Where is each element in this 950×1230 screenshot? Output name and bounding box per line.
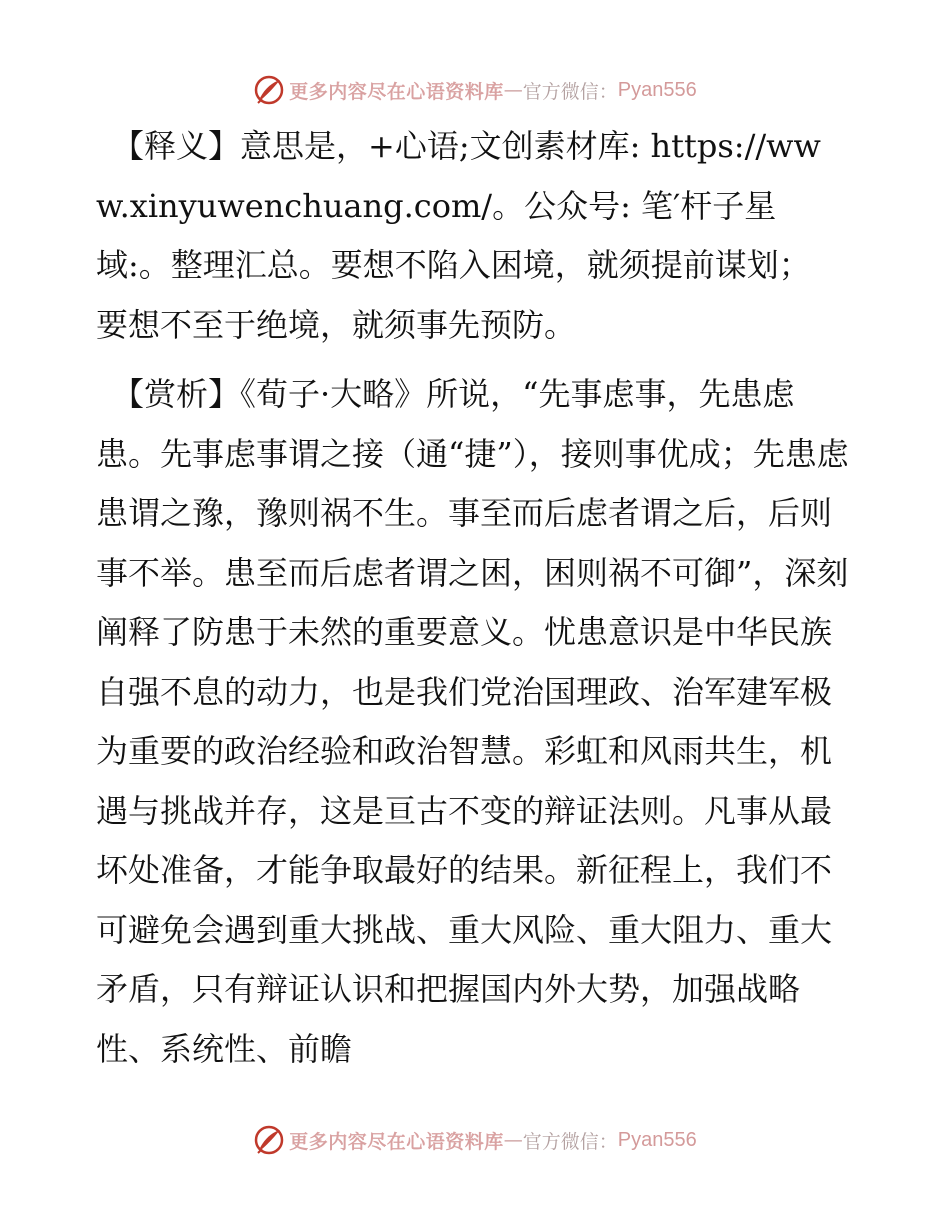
feather-pen-logo-icon	[253, 1124, 285, 1156]
banner-wechat-label: 官方微信	[522, 80, 599, 103]
footer-banner	[0, 1120, 950, 1160]
feather-pen-logo-icon	[253, 74, 285, 106]
banner-title: 更多内容尽在心语资料库	[289, 80, 504, 103]
paragraph-analysis: 【赏析】《荀子·大略》所说，“先事虑事，先患虑患。先事虑事谓之接（通“捷”），接则事优成；先患虑患谓之豫，豫则祸不生。事至而后虑者谓之后，后则事不举。患至而后虑者谓之困，困则祸不可御”，深刻阐释了防患于未然的重要意义。忧患意识是中华民族自强不息的动力，也是我们党治国理政、治军建军极为重要的政治经验和政治智慧。彩虹和风雨共生，机遇与挑战并存，这是亘古不变的辩证法则。凡事从最坏处准备，才能争取最好的结果。新征程上，我们不可避免会遇到重大挑战、重大风险、重大阻力、重大矛盾，只有辩证认识和把握国内外大势，加强战略性、系统性、前瞻	[96, 375, 849, 1068]
footer-banner-wechat-label: 官方微信	[522, 1130, 599, 1153]
banner-wechat-id: Pyan556	[617, 78, 697, 101]
paragraph-definition: 【释义】意思是，+心语;文创素材库: https://www.xinyuwenchuang.com/。公众号: 笔′杆子星域:。整理汇总。要想不陷入困境，就须提前谋划；要想不至于绝境，就须事先预防。	[96, 127, 821, 344]
header-banner	[0, 70, 950, 110]
footer-banner-wechat-id: Pyan556	[617, 1128, 697, 1151]
banner-separator: —	[503, 79, 523, 101]
footer-banner-separator: —	[503, 1129, 523, 1151]
document-body	[96, 117, 850, 1079]
footer-banner-colon: ：	[598, 1130, 618, 1153]
footer-banner-title: 更多内容尽在心语资料库	[289, 1130, 504, 1153]
banner-colon: ：	[598, 80, 618, 103]
